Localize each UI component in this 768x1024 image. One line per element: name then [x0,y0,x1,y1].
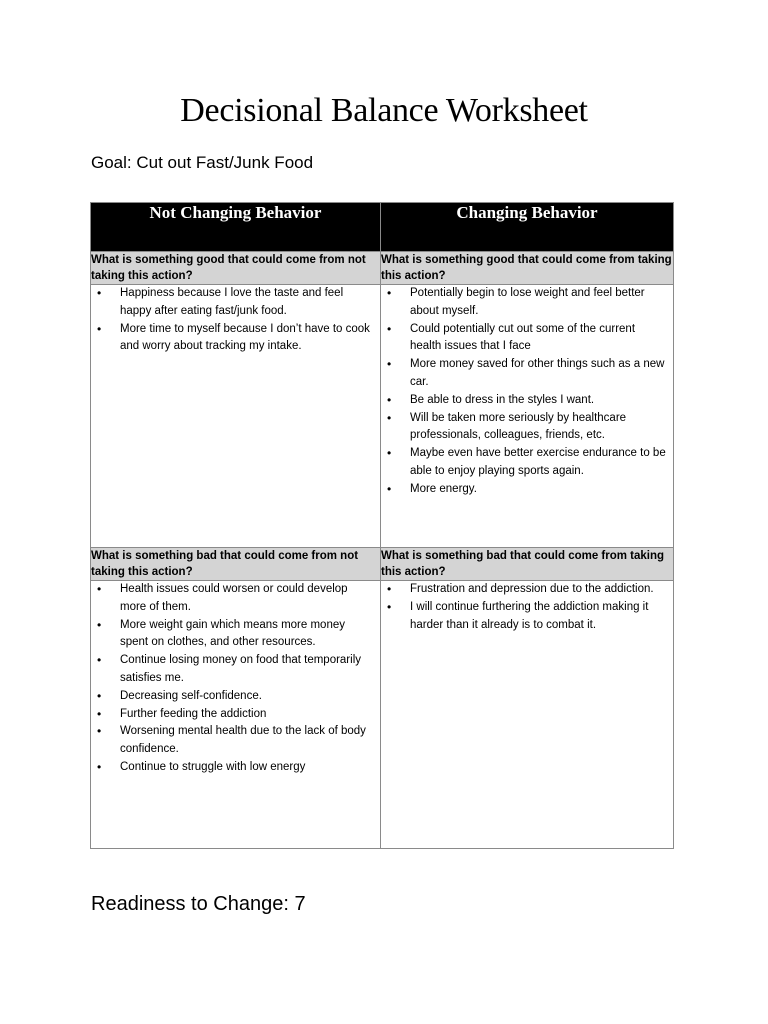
page-title: Decisional Balance Worksheet [180,92,588,129]
list-item: • Decreasing self-confidence. [120,688,374,706]
list-item: • Health issues could worsen or could develop more of them. [120,581,374,617]
header-row [91,203,674,252]
list-item: • Worsening mental health due to the lack of body confidence. [120,723,374,759]
list-item: • Frustration and depression due to the addiction. [410,581,667,599]
header-changing: Changing Behavior [381,203,674,252]
question-good-changing: What is something good that could come from taking this action? [381,252,674,285]
good-not-changing-list [91,285,380,356]
list-item: • Potentially begin to lose weight and feel better about myself. [410,285,667,321]
bad-not-changing-cell [91,581,381,849]
good-not-changing-cell [91,285,381,548]
goal-statement: Goal: Cut out Fast/Junk Food [91,153,314,172]
bad-changing-list [381,581,673,634]
list-item: • Maybe even have better exercise endurance to be able to enjoy playing sports again. [410,445,667,481]
list-item: • Further feeding the addiction [120,706,374,724]
list-item: • Happiness because I love the taste and feel happy after eating fast/junk food. [120,285,374,321]
list-item: • More weight gain which means more money spent on clothes, and other resources. [120,617,374,653]
list-item: • I will continue furthering the addiction making it harder than it already is to combat it. [410,599,667,635]
question-good-not-changing: What is something good that could come from not taking this action? [91,252,381,285]
list-item: • Will be taken more seriously by healthcare professionals, colleagues, friends, etc. [410,410,667,446]
list-item: • More energy. [410,481,667,499]
good-question-row [91,252,674,285]
bad-changing-cell [381,581,674,849]
good-changing-list [381,285,673,499]
good-changing-cell [381,285,674,548]
bad-answers-row [91,581,674,849]
header-not-changing: Not Changing Behavior [91,203,381,252]
bad-not-changing-list [91,581,380,777]
list-item: • More money saved for other things such as a new car. [410,356,667,392]
list-item: • Continue losing money on food that temporarily satisfies me. [120,652,374,688]
list-item: • More time to myself because I don’t have to cook and worry about tracking my intake. [120,321,374,357]
readiness-to-change: Readiness to Change: 7 [91,893,306,915]
bad-question-row [91,548,674,581]
question-bad-changing: What is something bad that could come from taking this action? [381,548,674,581]
good-answers-row [91,285,674,548]
list-item: • Be able to dress in the styles I want. [410,392,667,410]
list-item: • Could potentially cut out some of the current health issues that I face [410,321,667,357]
decisional-balance-table [90,202,674,849]
question-bad-not-changing: What is something bad that could come from not taking this action? [91,548,381,581]
list-item: • Continue to struggle with low energy [120,759,374,777]
